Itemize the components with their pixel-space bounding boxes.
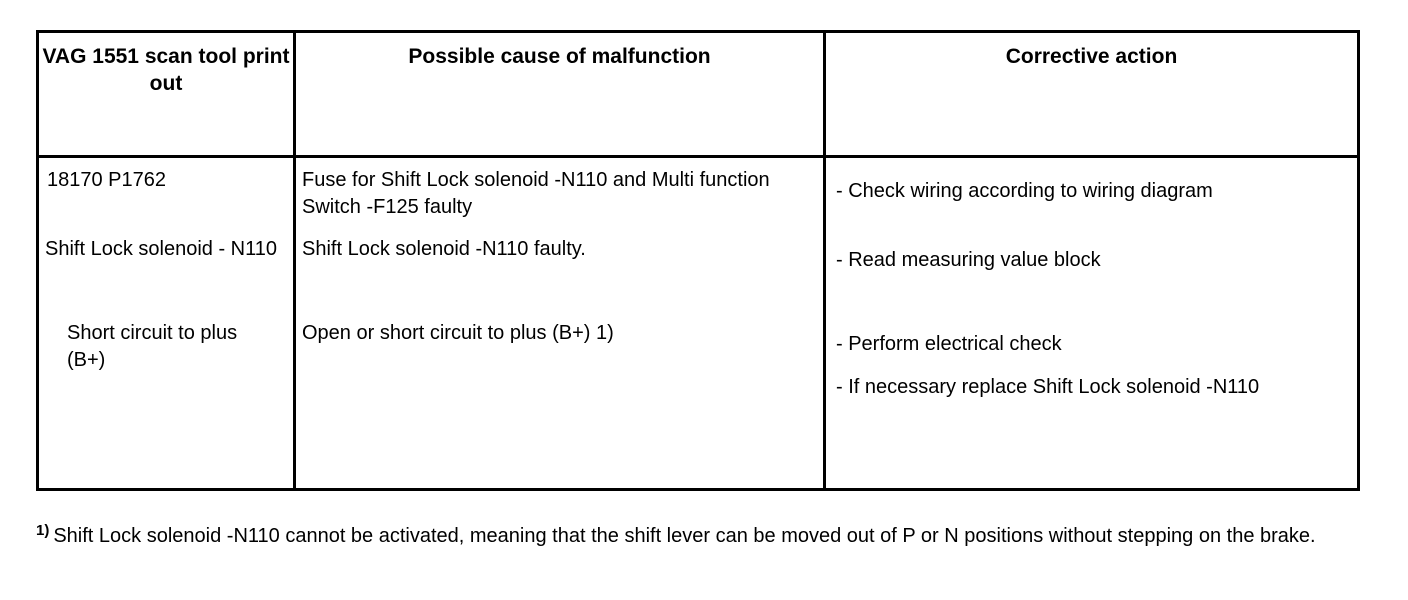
fault-code: 18170 P1762 (47, 169, 167, 191)
fault-type: Short circuit to plus (B+) (67, 322, 238, 371)
header-divider (39, 155, 1357, 158)
header-corrective-action: Corrective action (1005, 45, 1178, 68)
column-divider-2 (823, 33, 826, 488)
cause-fuse: Fuse for Shift Lock solenoid -N110 and Multi function Switch -F125 faulty (302, 169, 770, 218)
action-check-wiring: - Check wiring according to wiring diagram (836, 180, 1213, 202)
column-divider-1 (293, 33, 296, 488)
footnote-text: Shift Lock solenoid -N110 cannot be activated, meaning that the shift lever can be moved out of P or N positions without stepping on the brake. (53, 525, 1316, 547)
cause-circuit: Open or short circuit to plus (B+) 1) (302, 322, 614, 344)
footnote (36, 522, 1356, 550)
action-read-value-block: - Read measuring value block (836, 249, 1101, 271)
header-possible-cause: Possible cause of malfunction (408, 45, 711, 68)
action-replace-solenoid: - If necessary replace Shift Lock solenoid -N110 (836, 376, 1260, 398)
header-scan-tool-printout: VAG 1551 scan tool print out (42, 45, 290, 95)
fault-component: Shift Lock solenoid - N110 (45, 238, 277, 260)
cause-solenoid: Shift Lock solenoid -N110 faulty. (302, 238, 586, 260)
footnote-marker: 1) (36, 522, 50, 539)
fault-table (36, 30, 1360, 491)
action-electrical-check: - Perform electrical check (836, 333, 1062, 355)
